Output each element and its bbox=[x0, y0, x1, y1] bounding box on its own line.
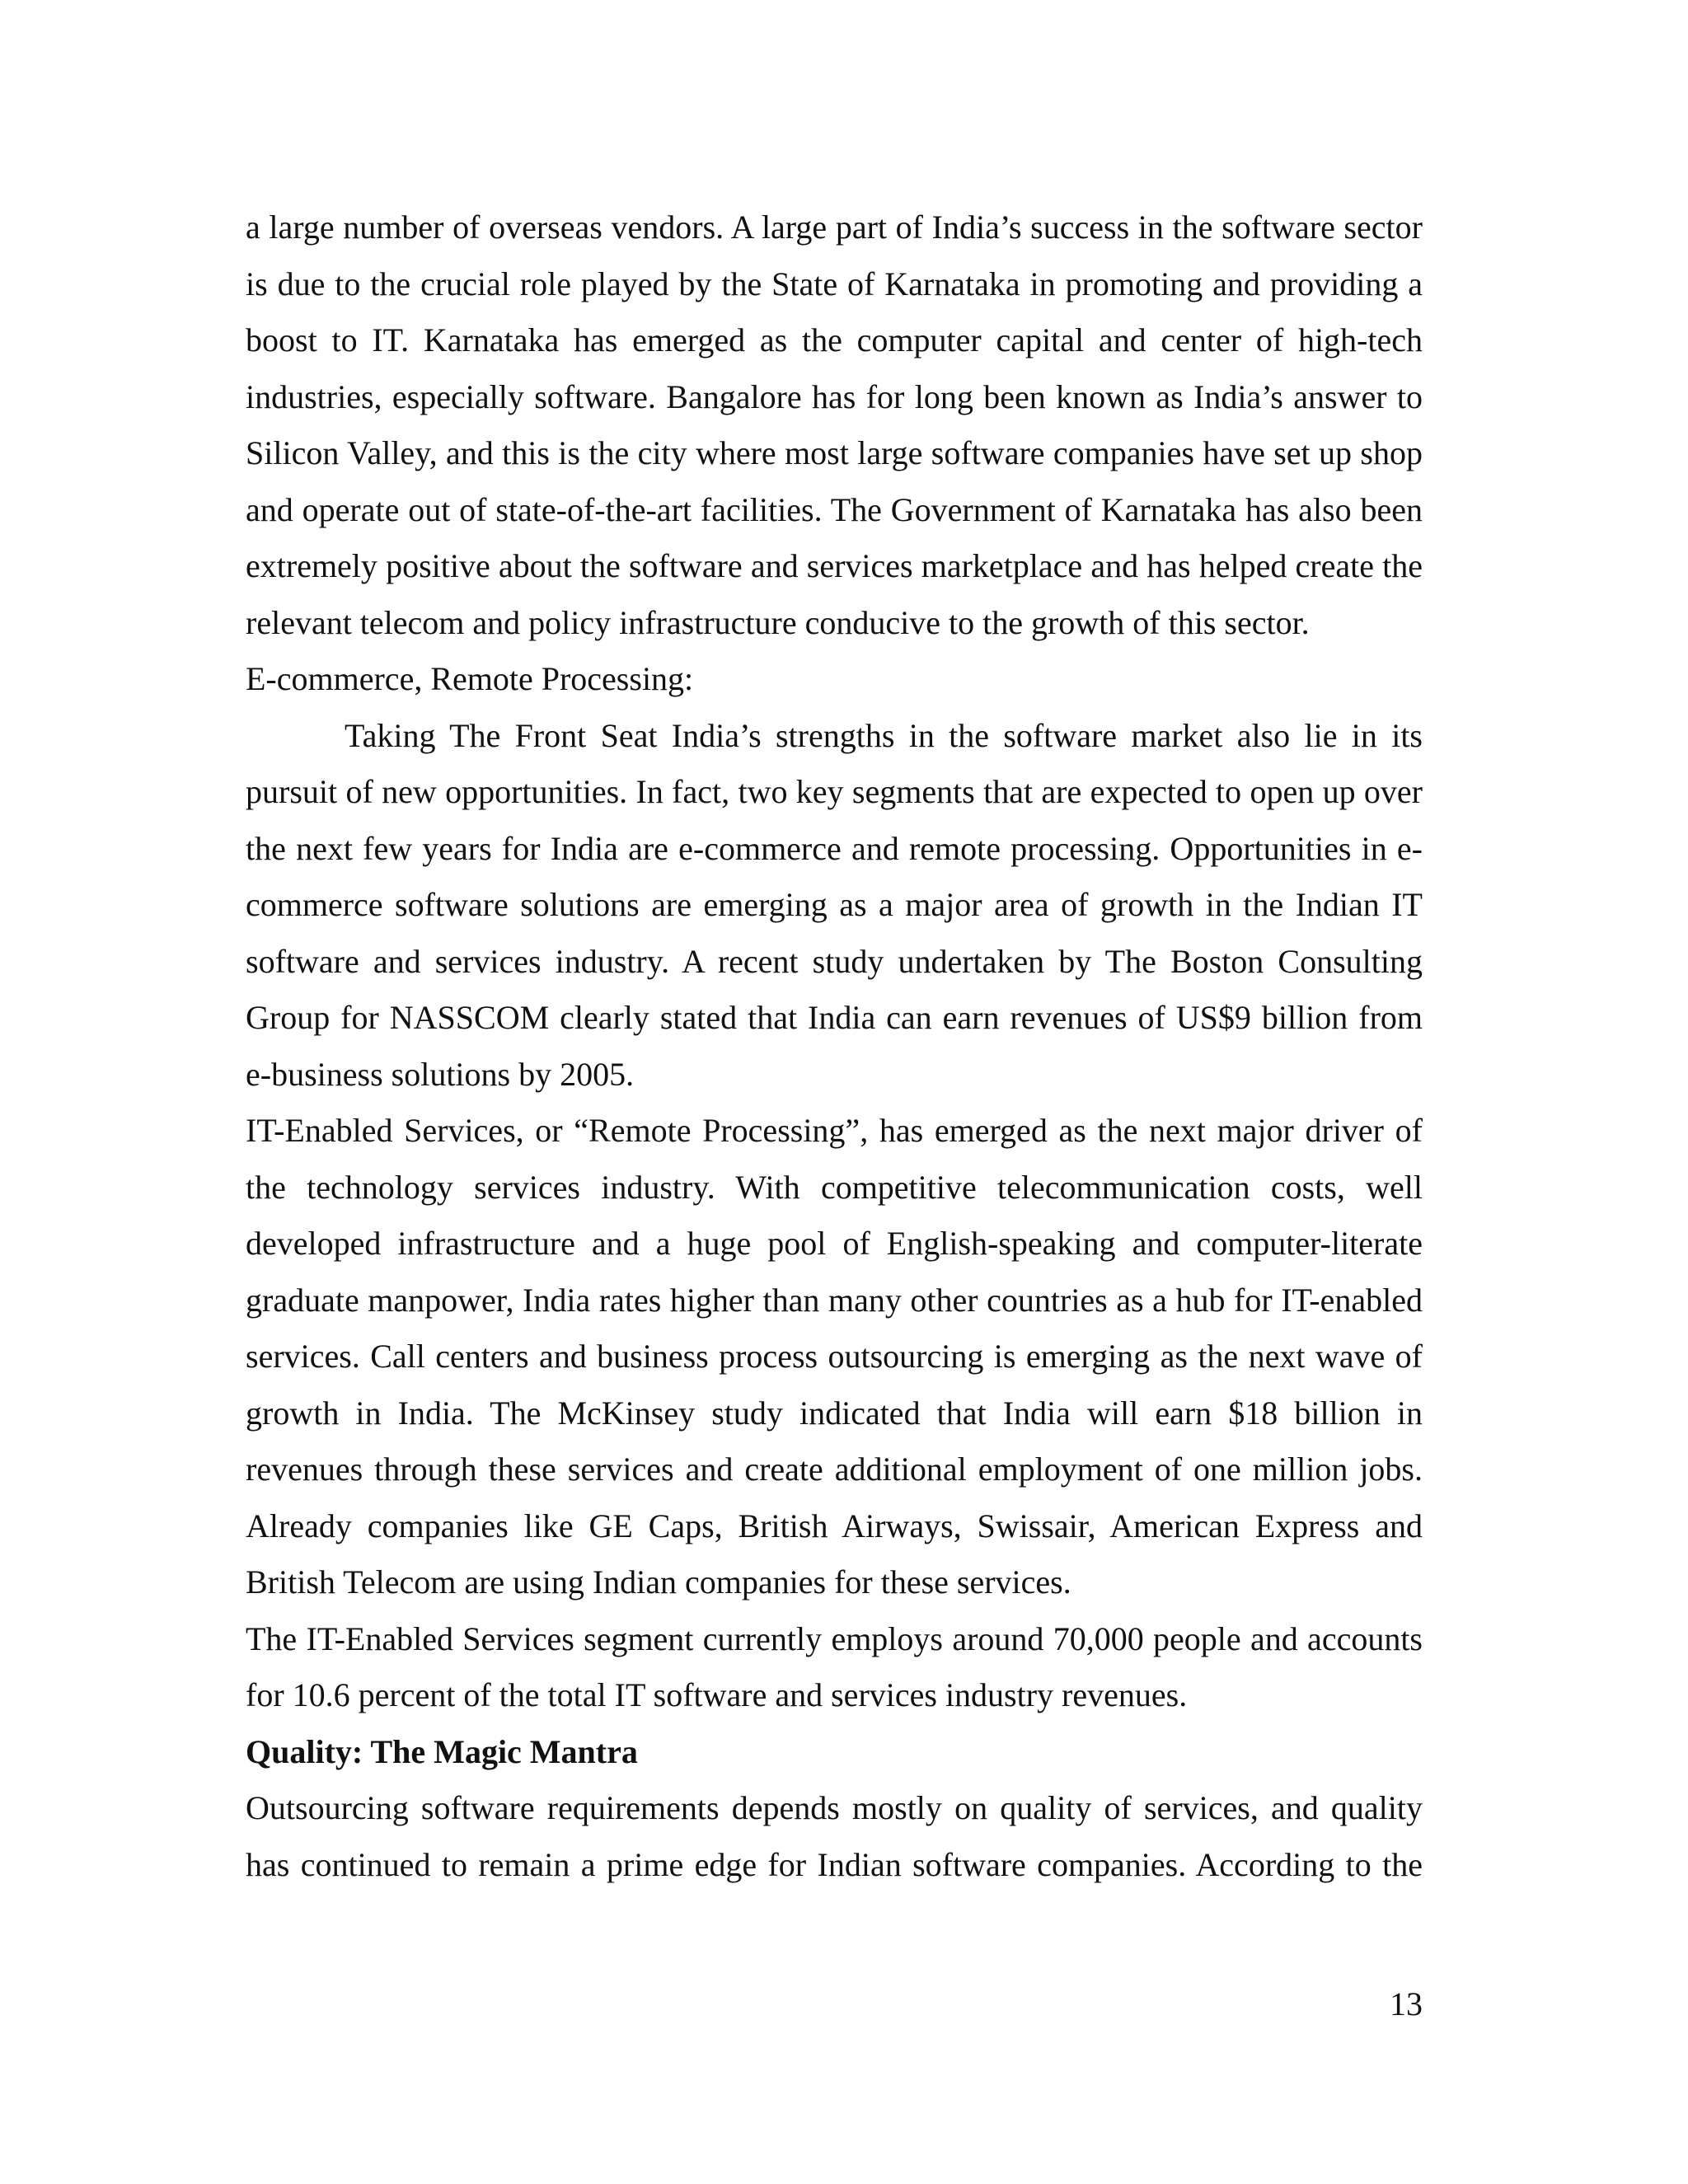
page-number: 13 bbox=[1390, 1985, 1423, 2022]
body-text bbox=[246, 199, 1423, 1893]
paragraph-ites-employment: The IT-Enabled Services segment currently employs around 70,000 people and accounts for 10.6 percent of the total IT software and services industry revenues. bbox=[246, 1619, 1423, 1713]
paragraph-it-enabled-services: IT-Enabled Services, or “Remote Processing”, has emerged as the next major driver of the technology services industry. With competitive telecommunication costs, well developed infrastructure and a huge pool of English-speaking and computer-literate graduate manpower, India rates higher than many other countries as a hub for IT-enabled services. Call centers and business process outsourcing is emerging as the next wave of growth in India. The McKinsey study indicated that India will earn $18 billion in revenues through these services and create additional employment of one million jobs. Already companies like GE Caps, British Airways, Swissair, American Express and British Telecom are using Indian companies for these services. bbox=[246, 1112, 1423, 1601]
paragraph-karnataka: a large number of overseas vendors. A large part of India’s success in the software sector is due to the crucial role played by the State of Karnataka in promoting and providing a boost to IT. Karnataka has emerged as the computer capital and center of high-tech industries, especially software. Bangalore has for long been known as India’s answer to Silicon Valley, and this is the city where most large software companies have set up shop and operate out of state-of-the-art facilities. The Government of Karnataka has also been extremely positive about the software and services marketplace and has helped create the relevant telecom and policy infrastructure conducive to the growth of this sector. bbox=[246, 209, 1423, 641]
section-heading-quality: Quality: The Magic Mantra bbox=[246, 1732, 638, 1770]
paragraph-quality: Outsourcing software requirements depends mostly on quality of services, and quality has continued to remain a prime edge for Indian software companies. According to the bbox=[246, 1789, 1423, 1883]
section-heading-ecommerce: E-commerce, Remote Processing: bbox=[246, 660, 694, 697]
paragraph-ecommerce: Taking The Front Seat India’s strengths in the software market also lie in its pursuit of new opportunities. In fact, two key segments that are expected to open up over the next few years for India are e-commerce and remote processing. Opportunities in e-commerce software solutions are emerging as a major area of growth in the Indian IT software and services industry. A recent study undertaken by The Boston Consulting Group for NASSCOM clearly stated that India can earn revenues of US$9 billion from e-business solutions by 2005. bbox=[246, 716, 1423, 1093]
